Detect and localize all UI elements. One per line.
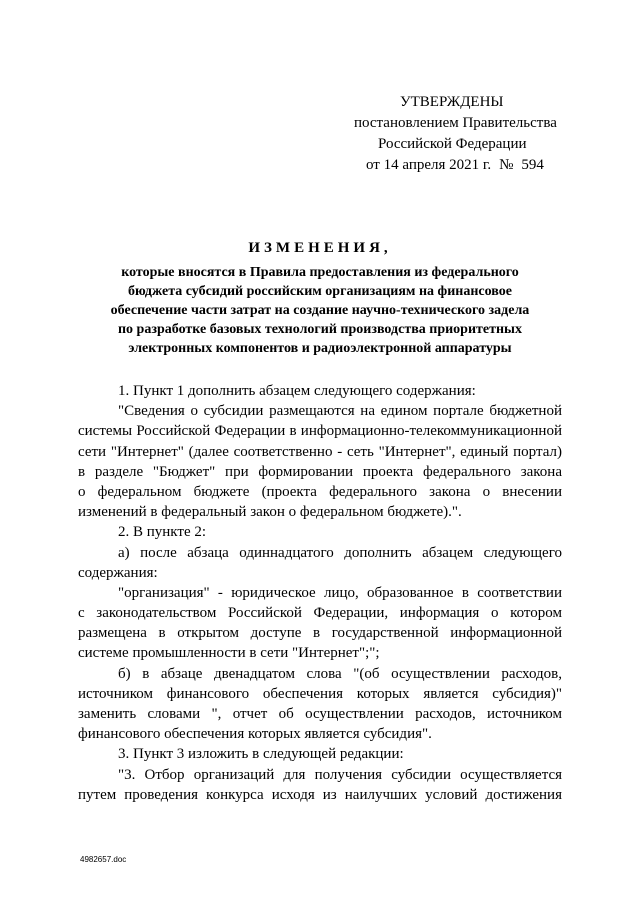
body-line: а) после абзаца одиннадцатого дополнить абзацем следующего xyxy=(118,544,562,561)
body-line: финансового обеспечения которых является субсидия". xyxy=(78,726,432,743)
subtitle-line: бюджета субсидий российским организациям на финансовое xyxy=(128,284,512,299)
subtitle-line: которые вносятся в Правила предоставления из федерального xyxy=(121,265,519,280)
approval-word: УТВЕРЖДЕНЫ xyxy=(400,94,504,110)
body-line: б) в абзаце двенадцатом слова "(об осуществлении расходов, xyxy=(118,665,562,682)
body-line: содержания: xyxy=(78,564,158,581)
approval-date: от 14 апреля 2021 г. xyxy=(366,157,492,173)
body-line: с законодательством Российской Федерации, информация о котором xyxy=(78,605,562,622)
approval-number-sign: № xyxy=(499,157,514,173)
subtitle-line: электронных компонентов и радиоэлектронной аппаратуры xyxy=(128,341,512,356)
approval-line-1: постановлением Правительства xyxy=(354,115,557,131)
approval-date-line xyxy=(330,155,580,176)
document-body xyxy=(78,381,562,805)
file-name-footer: 4982657.doc xyxy=(80,855,127,864)
subtitle-line: по разработке базовых технологий производства приоритетных xyxy=(117,322,522,337)
body-line: "организация" - юридическое лицо, образованное в соответствии xyxy=(118,584,562,601)
body-line: системы Российской Федерации в информационно-телекоммуникационной xyxy=(78,423,562,440)
document-subtitle xyxy=(78,263,562,358)
approval-line-2: Российской Федерации xyxy=(378,136,527,152)
body-line: о федеральном бюджете (проекта федерального закона о внесении xyxy=(78,483,562,500)
body-line: путем проведения конкурса исходя из наилучших условий достижения xyxy=(78,786,562,803)
body-line: источником финансового обеспечения которых является субсидия)" xyxy=(78,685,562,702)
approval-number: 594 xyxy=(521,157,544,173)
body-line: "3. Отбор организаций для получения субсидии осуществляется xyxy=(118,766,562,783)
body-line: 2. В пункте 2: xyxy=(118,524,207,541)
body-line: заменить словами ", отчет об осуществлении расходов, источником xyxy=(78,706,562,722)
body-line: изменений в федеральный закон о федеральном бюджете).". xyxy=(78,504,462,521)
subtitle-line: обеспечение части затрат на создание научно-технического задела xyxy=(110,303,530,318)
body-line: 1. Пункт 1 дополнить абзацем следующего содержания: xyxy=(118,383,476,399)
body-line: размещена в открытом доступе в государственной информационной xyxy=(78,625,562,642)
body-line: "Сведения о субсидии размещаются на едином портале бюджетной xyxy=(118,403,562,420)
approval-block xyxy=(330,92,580,176)
body-line: 3. Пункт 3 изложить в следующей редакции: xyxy=(118,746,404,763)
body-line: сети "Интернет" (далее соответственно - сеть "Интернет", единый портал) xyxy=(78,443,562,460)
document-title: ИЗМЕНЕНИЯ, xyxy=(248,240,392,256)
body-line: системе промышленности в сети "Интернет";"; xyxy=(78,645,380,662)
body-line: в разделе "Бюджет" при формировании проекта федерального закона xyxy=(78,463,562,480)
